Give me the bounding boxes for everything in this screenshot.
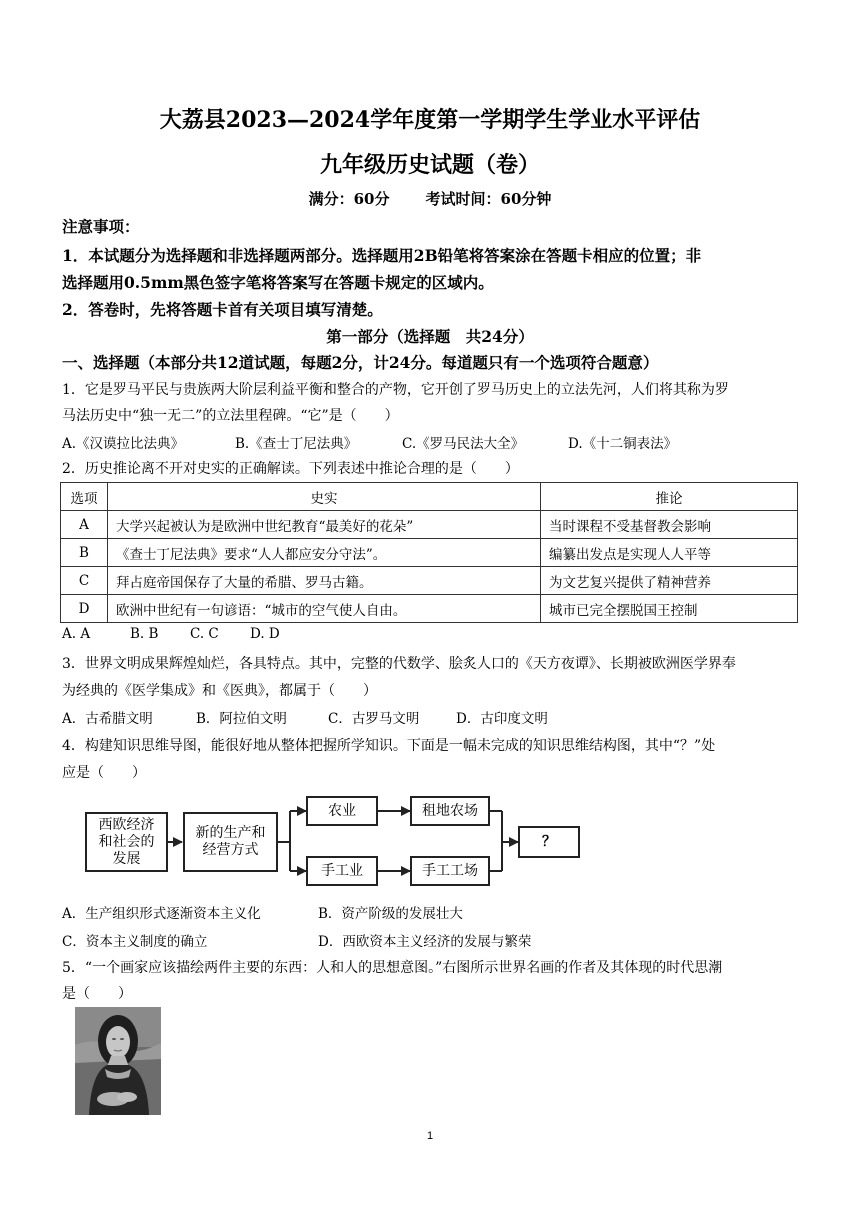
q5-stem-line2: 是（ ） [62,986,132,1002]
q2-option-d: D. D [250,626,280,642]
mind-map-box-question: ？ [518,826,580,858]
table-cell: B [61,539,108,567]
q2-stem: 2．历史推论离不开对史实的正确解读。下列表述中推论合理的是（ ） [62,461,519,477]
q3-stem-line1: 3．世界文明成果辉煌灿烂，各具特点。其中，完整的代数学、脍炙人口的《天方夜谭》、长期被欧洲医学界奉 [62,656,736,672]
table-cell: 拜占庭帝国保存了大量的希腊、罗马古籍。 [108,567,541,595]
mind-map-box-workshop: 手工工场 [410,856,490,886]
q4-option-d: D．西欧资本主义经济的发展与繁荣 [318,934,532,950]
table-cell: 为文艺复兴提供了精神营养 [541,567,798,595]
table-cell: C [61,567,108,595]
q1-option-a: A.《汉谟拉比法典》 [62,436,185,452]
section-heading: 一、选择题（本部分共12道试题，每题2分，计24分。每道题只有一个选项符合题意） [62,353,659,372]
mind-map-box-new-production: 新的生产和经营方式 [183,812,278,872]
q5-stem-line1: 5．“一个画家应该描绘两件主要的东西：人和人的思想意图。”右图所示世界名画的作者及其体现的时代思潮 [62,960,723,976]
table-header-option: 选项 [61,483,108,511]
notice-item1-line1: 1．本试题分为选择题和非选择题两部分。选择题用2B铅笔将答案涂在答题卡相应的位置；非 [62,246,702,265]
exam-subtitle: 九年级历史试题（卷） [319,152,540,178]
table-header-inference: 推论 [541,483,798,511]
table-cell: 城市已完全摆脱国王控制 [541,595,798,623]
q1-option-c: C.《罗马民法大全》 [402,436,525,452]
q4-stem-line2: 应是（ ） [62,765,146,781]
q3-option-d: D．古印度文明 [456,711,548,727]
q1-stem-line2: 马法历史中“独一无二”的立法里程碑。“它”是（ ） [62,408,399,424]
q4-option-a: A．生产组织形式逐渐资本主义化 [62,906,261,922]
notice-item2: 2．答卷时，先将答题卡首有关项目填写清楚。 [62,300,383,319]
q2-option-a: A. A [62,626,91,642]
q1-option-b: B.《查士丁尼法典》 [235,436,358,452]
table-cell: 欧洲中世纪有一句谚语：“城市的空气使人自由。 [108,595,541,623]
q1-option-d: D.《十二铜表法》 [568,436,678,452]
page-number: 1 [426,1130,434,1142]
table-cell: 大学兴起被认为是欧洲中世纪教育“最美好的花朵” [108,511,541,539]
exam-time: 考试时间：60分钟 [425,190,552,208]
q1-stem-line1: 1．它是罗马平民与贵族两大阶层利益平衡和整合的产物，它开创了罗马历史上的立法先河，人们将其称为罗 [62,382,729,398]
table-cell: 《查士丁尼法典》要求“人人都应安分守法”。 [108,539,541,567]
q4-option-b: B．资产阶级的发展壮大 [318,906,463,922]
q4-stem-line1: 4．构建知识思维导图，能很好地从整体把握所学知识。下面是一幅未完成的知识思维结构图，其中“？”处 [62,738,716,754]
mind-map-box-agriculture: 农业 [306,796,378,826]
mona-lisa-painting [75,1007,161,1115]
part1-heading: 第一部分（选择题 共24分） [326,327,534,346]
q3-option-c: C．古罗马文明 [328,711,420,727]
full-score: 满分：60分 [308,190,390,208]
table-cell: 当时课程不受基督教会影响 [541,511,798,539]
table-cell: A [61,511,108,539]
q2-option-b: B. B [130,626,159,642]
mind-map-box-handicraft: 手工业 [306,856,378,886]
table-header-fact: 史实 [108,483,541,511]
q3-option-a: A．古希腊文明 [62,711,153,727]
table-cell: 编纂出发点是实现人人平等 [541,539,798,567]
q4-option-c: C．资本主义制度的确立 [62,934,208,950]
exam-title: 大荔县2023—2024学年度第一学期学生学业水平评估 [159,107,701,133]
q3-stem-line2: 为经典的《医学集成》和《医典》，都属于（ ） [62,683,377,699]
q2-option-c: C. C [190,626,219,642]
table-cell: D [61,595,108,623]
mind-map-box-leased-farm: 租地农场 [410,796,490,826]
notice-item1-line2: 选择题用0.5mm黑色签字笔将答案写在答题卡规定的区域内。 [62,273,494,292]
q3-option-b: B．阿拉伯文明 [196,711,287,727]
notice-heading: 注意事项： [62,217,140,236]
mind-map-box-western-europe: 西欧经济和社会的发展 [85,812,168,872]
